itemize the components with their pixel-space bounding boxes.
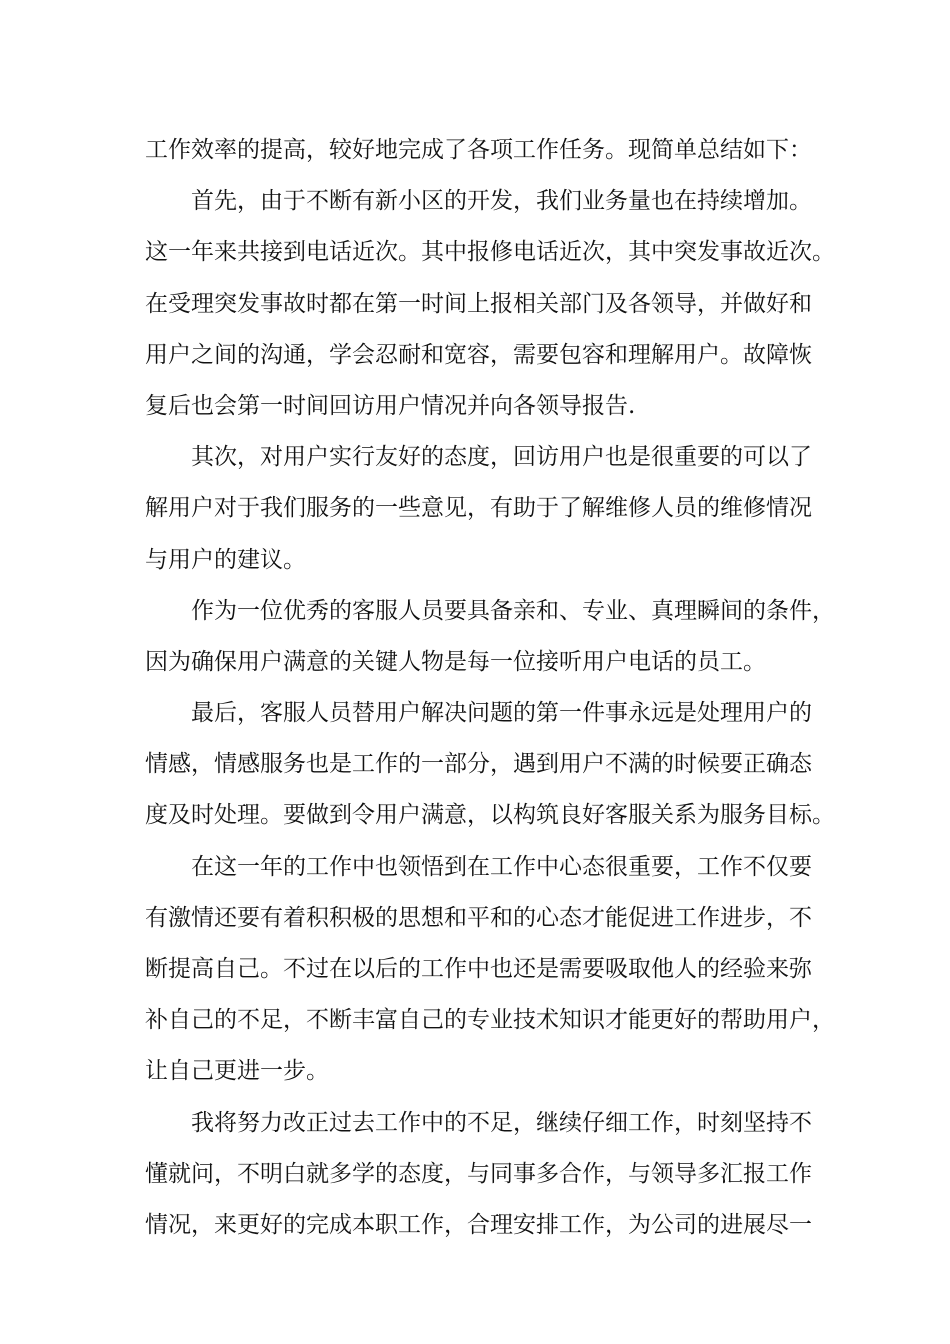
document-body: [145, 125, 835, 1251]
text-line: 与用户的建议。: [145, 546, 306, 573]
text-line: 首先，由于不断有新小区的开发，我们业务量也在持续增加。: [191, 188, 812, 215]
paragraph-continuation: [145, 125, 825, 176]
text-line: 情况，来更好的完成本职工作，合理安排工作，为公司的进展尽一: [145, 1211, 812, 1238]
text-line: 复后也会第一时间回访用户情况并向各领导报告.: [145, 392, 636, 419]
text-line: 度及时处理。要做到令用户满意，以构筑良好客服关系为服务目标。: [145, 802, 835, 829]
text-line: 情感，情感服务也是工作的一部分，遇到用户不满的时候要正确态: [145, 751, 812, 778]
text-line: 断提高自己。不过在以后的工作中也还是需要吸取他人的经验来弥: [145, 956, 812, 982]
paragraph-second: [145, 432, 825, 586]
text-line: 我将努力改正过去工作中的不足，继续仔细工作，时刻坚持不: [191, 1109, 812, 1136]
text-line: 懂就问，不明白就多学的态度，与同事多合作，与领导多汇报工作: [145, 1160, 812, 1187]
paragraph-third: [145, 586, 835, 688]
text-line: 工作效率的提高，较好地完成了各项工作任务。现简单总结如下：: [145, 137, 812, 163]
text-line: 这一年来共接到电话近次。其中报修电话近次，其中突发事故近次。: [145, 239, 835, 266]
paragraph-fourth: [145, 688, 835, 842]
text-line: 用户之间的沟通，学会忍耐和宽容，需要包容和理解用户。故障恢: [145, 341, 812, 368]
text-line: 作为一位优秀的客服人员要具备亲和、专业、真理瞬间的条件，: [191, 597, 835, 624]
text-line: 在这一年的工作中也领悟到在工作中心态很重要，工作不仅要: [191, 853, 812, 880]
text-line: 最后，客服人员替用户解决问题的第一件事永远是处理用户的: [191, 700, 812, 727]
text-line: 因为确保用户满意的关键人物是每一位接听用户电话的员工。: [145, 648, 766, 675]
text-line: 在受理突发事故时都在第一时间上报相关部门及各领导，并做好和: [145, 290, 812, 317]
text-line: 有激情还要有着积积极的思想和平和的心态才能促进工作进步，不: [145, 904, 812, 931]
paragraph-first: [145, 176, 835, 432]
text-line: 解用户对于我们服务的一些意见，有助于了解维修人员的维修情况: [145, 495, 812, 522]
text-line: 补自己的不足，不断丰富自己的专业技术知识才能更好的帮助用户，: [145, 1007, 835, 1034]
text-line: 让自己更进一步。: [145, 1058, 329, 1085]
paragraph-fifth: [145, 842, 835, 1098]
text-line: 其次，对用户实行友好的态度，回访用户也是很重要的可以了: [191, 444, 812, 471]
paragraph-sixth: [145, 1098, 825, 1252]
